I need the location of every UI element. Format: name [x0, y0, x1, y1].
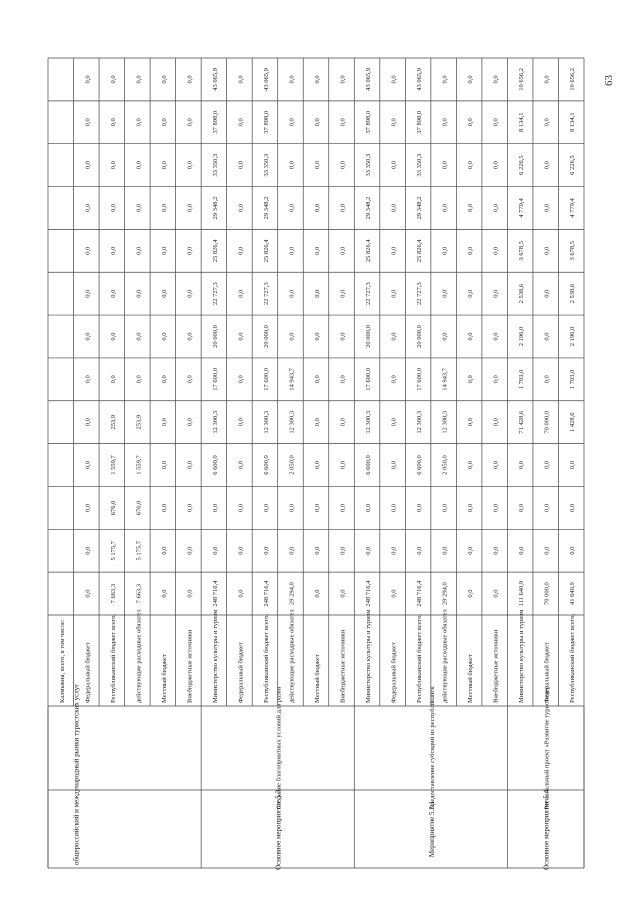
value-cell: 2 538,6 — [518, 283, 526, 304]
value-cell: 0,0 — [467, 546, 475, 555]
value-cell: 0,0 — [492, 118, 500, 127]
value-cell: 0,0 — [569, 546, 577, 555]
value-cell: 0,0 — [339, 589, 347, 598]
value-cell: 0,0 — [186, 546, 194, 555]
value-cell: 6 600,0 — [365, 455, 373, 475]
value-cell: 14 943,7 — [288, 367, 296, 391]
value-cell: 0,0 — [84, 161, 92, 170]
value-cell: 41 640,9 — [569, 582, 577, 605]
value-cell: 12 300,3 — [441, 410, 449, 434]
block-title: Региональный проект «Развитие туристичес — [543, 686, 551, 810]
value-cell: 22 727,3 — [211, 282, 219, 306]
value-cell: 0,0 — [492, 203, 500, 213]
value-cell: 0,0 — [467, 75, 475, 84]
value-cell: 0,0 — [84, 418, 92, 427]
value-cell: 10 656,2 — [518, 68, 526, 91]
value-cell: 0,0 — [288, 289, 296, 298]
value-cell: 0,0 — [288, 332, 296, 341]
value-cell: 0,0 — [467, 503, 475, 512]
value-cell: 0,0 — [314, 460, 321, 470]
row-label: Внебюджетные источники — [186, 629, 194, 703]
value-cell: 0,0 — [543, 460, 551, 470]
value-cell: 0,0 — [237, 289, 245, 298]
value-cell: 0,0 — [237, 546, 245, 555]
value-cell: 0,0 — [390, 589, 398, 598]
value-cell: 0,0 — [339, 546, 347, 555]
value-cell: 0,0 — [518, 460, 526, 470]
value-cell: 0,0 — [288, 75, 296, 84]
value-cell: 71 428,6 — [518, 410, 526, 434]
value-cell: 0,0 — [237, 589, 245, 598]
value-cell: 0,0 — [467, 246, 475, 255]
value-cell: 33 350,3 — [365, 153, 373, 177]
block-event-label: Основное мероприятие 5.3. — [274, 788, 283, 870]
value-cell: 2 196,0 — [569, 326, 577, 347]
value-cell: 0,0 — [237, 203, 245, 213]
value-cell: 0,0 — [339, 289, 347, 298]
value-cell: 0,0 — [84, 203, 92, 213]
value-cell: 0,0 — [109, 75, 117, 84]
value-cell: 37 898,0 — [416, 110, 424, 134]
value-cell: 1 703,0 — [569, 369, 577, 390]
header-row-text: общероссийский и международный рынки туристских услуг — [72, 683, 81, 865]
value-cell: 0,0 — [84, 546, 92, 555]
row-label: Местный бюджет — [467, 654, 475, 703]
value-cell: 676,0 — [109, 500, 117, 516]
value-cell: 0,0 — [492, 246, 500, 255]
value-cell: 0,0 — [135, 75, 143, 84]
value-cell: 0,0 — [543, 375, 551, 384]
value-cell: 0,0 — [467, 375, 475, 384]
value-cell: 0,0 — [569, 503, 577, 512]
value-cell: 0,0 — [237, 332, 245, 341]
value-cell: 0,0 — [84, 503, 92, 512]
value-cell: 70 000,0 — [543, 410, 551, 434]
value-cell: 3 678,5 — [569, 241, 577, 261]
value-cell: 0,0 — [160, 546, 168, 555]
value-cell: 0,0 — [84, 460, 92, 470]
value-cell: 0,0 — [314, 503, 321, 512]
value-cell: 0,0 — [339, 118, 347, 127]
value-cell: 29 294,0 — [441, 582, 449, 605]
value-cell: 0,0 — [135, 161, 143, 170]
row-label: Внебюджетные источники — [339, 629, 347, 703]
row-label: действующие расходные обязател — [441, 609, 449, 703]
value-cell: 1 559,7 — [135, 455, 143, 475]
value-cell: 2 050,0 — [441, 455, 449, 475]
row-label: Республиканский бюджет всего, — [569, 613, 577, 703]
value-cell: 8 134,1 — [518, 112, 526, 133]
value-cell: 6 600,0 — [416, 455, 424, 475]
value-cell: 37 898,0 — [262, 110, 270, 134]
value-cell: 0,0 — [339, 75, 347, 84]
value-cell: 0,0 — [186, 460, 194, 470]
value-cell: 0,0 — [390, 418, 398, 427]
value-cell: 25 826,4 — [416, 239, 424, 263]
value-cell: 12 300,3 — [416, 410, 424, 434]
value-cell: 2 538,6 — [569, 283, 577, 304]
value-cell: 0,0 — [135, 203, 143, 213]
value-cell: 0,0 — [160, 418, 168, 427]
value-cell: 0,0 — [543, 546, 551, 555]
value-cell: 0,0 — [339, 418, 347, 427]
value-cell: 0,0 — [84, 375, 92, 384]
value-cell: 0,0 — [365, 503, 373, 512]
value-cell: 0,0 — [211, 546, 219, 555]
value-cell: 0,0 — [339, 203, 347, 213]
value-cell: 0,0 — [288, 546, 296, 555]
value-cell: 0,0 — [186, 375, 194, 384]
value-cell: 0,0 — [135, 246, 143, 255]
value-cell: 0,0 — [237, 460, 245, 470]
value-cell: 0,0 — [186, 503, 194, 512]
value-cell: 0,0 — [186, 203, 194, 213]
value-cell: 0,0 — [314, 375, 321, 384]
value-cell: 0,0 — [314, 289, 321, 298]
value-cell: 0,0 — [518, 503, 526, 512]
value-cell: 0,0 — [543, 289, 551, 298]
row-label: Министерство культуры и туризм — [365, 609, 373, 703]
value-cell: 0,0 — [84, 332, 92, 341]
value-cell: 0,0 — [339, 375, 347, 384]
value-cell: 0,0 — [84, 589, 92, 598]
value-cell: 70 000,0 — [543, 582, 551, 605]
value-cell: 3 678,5 — [518, 241, 526, 261]
value-cell: 676,0 — [135, 500, 143, 516]
value-cell: 17 600,0 — [211, 367, 219, 391]
value-cell: 0,0 — [160, 332, 168, 341]
value-cell: 0,0 — [339, 503, 347, 512]
value-cell: 253,9 — [135, 414, 143, 430]
value-cell: 0,0 — [186, 589, 194, 598]
value-cell: 0,0 — [84, 289, 92, 298]
value-cell: 17 600,0 — [365, 367, 373, 391]
value-cell: 29 294,0 — [288, 582, 296, 605]
value-cell: 0,0 — [186, 418, 194, 427]
value-cell: 0,0 — [390, 161, 398, 170]
value-cell: 0,0 — [492, 460, 500, 470]
value-cell: 0,0 — [288, 203, 296, 213]
value-cell: 0,0 — [543, 161, 551, 170]
value-cell: 4 779,4 — [569, 198, 577, 218]
value-cell: 0,0 — [492, 546, 500, 555]
value-cell: 0,0 — [109, 375, 117, 384]
value-cell: 8 134,1 — [569, 112, 577, 133]
value-cell: 0,0 — [492, 332, 500, 341]
row-label: Внебюджетные источники — [492, 629, 500, 703]
value-cell: 0,0 — [543, 75, 551, 84]
row-label: Министерство культуры и туризм — [518, 609, 526, 703]
value-cell: 10 656,2 — [569, 68, 577, 91]
value-cell: 1 703,0 — [518, 369, 526, 390]
value-cell: 0,0 — [109, 118, 117, 127]
value-cell: 0,0 — [314, 161, 321, 170]
row-label: Калмыкия, всего, в том числе: — [58, 619, 66, 703]
value-cell: 0,0 — [314, 118, 321, 127]
value-cell: 0,0 — [492, 418, 500, 427]
value-cell: 248 716,4 — [211, 580, 219, 607]
value-cell: 0,0 — [390, 246, 398, 255]
value-cell: 0,0 — [186, 332, 194, 341]
row-label: Местный бюджет — [160, 654, 168, 703]
value-cell: 0,0 — [288, 503, 296, 512]
value-cell: 0,0 — [441, 203, 449, 213]
value-cell: 0,0 — [441, 75, 449, 84]
value-cell: 6 226,5 — [518, 155, 526, 175]
value-cell: 33 350,3 — [211, 153, 219, 177]
value-cell: 0,0 — [416, 503, 424, 512]
value-cell: 0,0 — [492, 503, 500, 512]
value-cell: 43 065,9 — [416, 68, 424, 91]
value-cell: 6 600,0 — [262, 455, 270, 475]
value-cell: 0,0 — [314, 546, 321, 555]
value-cell: 0,0 — [390, 118, 398, 127]
value-cell: 0,0 — [160, 203, 168, 213]
value-cell: 0,0 — [365, 546, 373, 555]
value-cell: 0,0 — [109, 246, 117, 255]
value-cell: 0,0 — [518, 546, 526, 555]
value-cell: 0,0 — [492, 161, 500, 170]
value-cell: 0,0 — [84, 75, 92, 84]
table-cells — [59, 68, 576, 870]
row-label: действующие расходные обязател — [288, 609, 296, 703]
value-cell: 0,0 — [237, 503, 245, 512]
value-cell: 0,0 — [186, 118, 194, 127]
value-cell: 0,0 — [262, 546, 270, 555]
value-cell: 0,0 — [467, 161, 475, 170]
value-cell: 0,0 — [160, 118, 168, 127]
value-cell: 0,0 — [441, 246, 449, 255]
value-cell: 0,0 — [467, 418, 475, 427]
value-cell: 0,0 — [492, 289, 500, 298]
value-cell: 0,0 — [237, 118, 245, 127]
value-cell: 0,0 — [237, 418, 245, 427]
value-cell: 0,0 — [339, 246, 347, 255]
value-cell: 0,0 — [441, 503, 449, 512]
value-cell: 29 348,2 — [211, 196, 219, 220]
row-label: Федеральный бюджет — [237, 642, 245, 703]
value-cell: 25 826,4 — [211, 239, 219, 263]
value-cell: 111 640,9 — [518, 580, 526, 607]
value-cell: 0,0 — [390, 332, 398, 341]
value-cell: 0,0 — [314, 75, 321, 84]
value-cell: 0,0 — [262, 503, 270, 512]
value-cell: 0,0 — [467, 118, 475, 127]
row-label: Республиканский бюджет всего, — [416, 613, 424, 703]
value-cell: 0,0 — [109, 203, 117, 213]
row-label: Федеральный бюджет — [84, 642, 92, 703]
value-cell: 0,0 — [288, 246, 296, 255]
value-cell: 0,0 — [441, 332, 449, 341]
value-cell: 248 716,4 — [416, 580, 424, 607]
value-cell: 20 000,0 — [365, 325, 373, 348]
value-cell: 0,0 — [390, 546, 398, 555]
value-cell: 0,0 — [569, 460, 577, 470]
row-label: Республиканский бюджет всего, — [109, 613, 117, 703]
value-cell: 0,0 — [160, 246, 168, 255]
value-cell: 0,0 — [416, 546, 424, 555]
value-cell: 12 300,3 — [365, 410, 373, 434]
value-cell: 0,0 — [237, 375, 245, 384]
value-cell: 22 727,3 — [262, 282, 270, 306]
value-cell: 6 600,0 — [211, 455, 219, 475]
value-cell: 2 196,0 — [518, 326, 526, 347]
value-cell: 0,0 — [160, 75, 168, 84]
value-cell: 0,0 — [390, 460, 398, 470]
value-cell: 37 898,0 — [211, 110, 219, 134]
value-cell: 0,0 — [160, 375, 168, 384]
value-cell: 29 348,2 — [416, 196, 424, 220]
value-cell: 1 428,6 — [569, 412, 577, 432]
value-cell: 0,0 — [135, 332, 143, 341]
value-cell: 20 000,0 — [416, 325, 424, 348]
value-cell: 37 898,0 — [365, 110, 373, 134]
value-cell: 33 350,3 — [262, 153, 270, 177]
value-cell: 0,0 — [441, 161, 449, 170]
value-cell: 0,0 — [237, 246, 245, 255]
value-cell: 248 716,4 — [262, 580, 270, 607]
value-cell: 0,0 — [109, 161, 117, 170]
value-cell: 0,0 — [390, 75, 398, 84]
row-label: Министерство культуры и туризм — [211, 609, 219, 703]
value-cell: 0,0 — [467, 289, 475, 298]
value-cell: 0,0 — [186, 75, 194, 84]
value-cell: 0,0 — [390, 375, 398, 384]
value-cell: 29 348,2 — [262, 196, 270, 220]
block-title: Создание благоприятных условий для разви — [275, 686, 283, 810]
value-cell: 0,0 — [543, 332, 551, 341]
value-cell: 0,0 — [160, 289, 168, 298]
value-cell: 0,0 — [543, 503, 551, 512]
value-cell: 0,0 — [543, 246, 551, 255]
value-cell: 17 600,0 — [262, 367, 270, 391]
value-cell: 0,0 — [467, 460, 475, 470]
value-cell: 5 175,7 — [109, 540, 117, 561]
value-cell: 43 065,9 — [262, 68, 270, 91]
row-label: Республиканский бюджет всего, — [262, 613, 270, 703]
value-cell: 0,0 — [84, 246, 92, 255]
value-cell: 0,0 — [160, 589, 168, 598]
value-cell: 248 716,4 — [365, 580, 373, 607]
value-cell: 7 663,3 — [109, 583, 117, 604]
value-cell: 0,0 — [314, 418, 321, 427]
page-number: 63 — [603, 75, 615, 86]
row-label: Федеральный бюджет — [390, 642, 398, 703]
value-cell: 0,0 — [441, 546, 449, 555]
value-cell: 0,0 — [160, 161, 168, 170]
row-label: Федеральный бюджет — [543, 642, 551, 703]
value-cell: 4 779,4 — [518, 198, 526, 218]
value-cell: 0,0 — [186, 289, 194, 298]
value-cell: 6 226,5 — [569, 155, 577, 175]
value-cell: 22 727,3 — [365, 282, 373, 306]
value-cell: 0,0 — [288, 161, 296, 170]
value-cell: 0,0 — [543, 203, 551, 213]
row-label: Местный бюджет — [314, 654, 321, 703]
value-cell: 0,0 — [135, 375, 143, 384]
value-cell: 0,0 — [314, 203, 321, 213]
value-cell: 0,0 — [492, 589, 500, 598]
value-cell: 253,9 — [109, 414, 117, 430]
value-cell: 0,0 — [543, 118, 551, 127]
value-cell: 0,0 — [441, 118, 449, 127]
value-cell: 0,0 — [390, 203, 398, 213]
value-cell: 0,0 — [135, 118, 143, 127]
value-cell: 0,0 — [211, 503, 219, 512]
value-cell: 0,0 — [441, 289, 449, 298]
value-cell: 0,0 — [135, 289, 143, 298]
value-cell: 29 348,2 — [365, 196, 373, 220]
value-cell: 14 943,7 — [441, 367, 449, 391]
value-cell: 0,0 — [160, 503, 168, 512]
value-cell: 12 300,3 — [288, 410, 296, 434]
value-cell: 0,0 — [390, 289, 398, 298]
value-cell: 0,0 — [314, 589, 321, 598]
value-cell: 0,0 — [339, 460, 347, 470]
value-cell: 33 350,3 — [416, 153, 424, 177]
value-cell: 0,0 — [288, 118, 296, 127]
block-title: Предоставление субсидий из республиканск — [428, 686, 436, 810]
value-cell: 12 300,3 — [211, 410, 219, 434]
block-event-label: Основное мероприятие 5.4. — [542, 788, 551, 870]
value-cell: 0,0 — [467, 203, 475, 213]
row-label: действующие расходные обязател — [135, 609, 143, 703]
value-cell: 0,0 — [109, 289, 117, 298]
value-cell: 0,0 — [492, 75, 500, 84]
value-cell: 0,0 — [314, 332, 321, 341]
value-cell: 0,0 — [339, 332, 347, 341]
value-cell: 17 600,0 — [416, 367, 424, 391]
value-cell: 0,0 — [492, 375, 500, 384]
value-cell: 0,0 — [186, 246, 194, 255]
value-cell: 2 050,0 — [288, 455, 296, 475]
value-cell: 43 065,9 — [211, 68, 219, 91]
value-cell: 0,0 — [467, 332, 475, 341]
value-cell: 5 175,7 — [135, 540, 143, 561]
value-cell: 0,0 — [160, 460, 168, 470]
value-cell: 12 300,3 — [262, 410, 270, 434]
value-cell: 0,0 — [467, 589, 475, 598]
value-cell: 1 559,7 — [109, 455, 117, 475]
value-cell: 20 000,0 — [262, 325, 270, 348]
value-cell: 0,0 — [186, 161, 194, 170]
value-cell: 25 826,4 — [262, 239, 270, 263]
value-cell: 7 663,3 — [135, 583, 143, 604]
value-cell: 22 727,3 — [416, 282, 424, 306]
value-cell: 20 000,0 — [211, 325, 219, 348]
value-cell: 0,0 — [339, 161, 347, 170]
value-cell: 25 826,4 — [365, 239, 373, 263]
value-cell: 0,0 — [109, 332, 117, 341]
value-cell: 0,0 — [84, 118, 92, 127]
value-cell: 0,0 — [390, 503, 398, 512]
value-cell: 0,0 — [237, 161, 245, 170]
value-cell: 0,0 — [314, 246, 321, 255]
block-event-label: Мероприятие 5.3.1 — [427, 800, 436, 858]
value-cell: 43 065,9 — [365, 68, 373, 91]
value-cell: 0,0 — [237, 75, 245, 84]
